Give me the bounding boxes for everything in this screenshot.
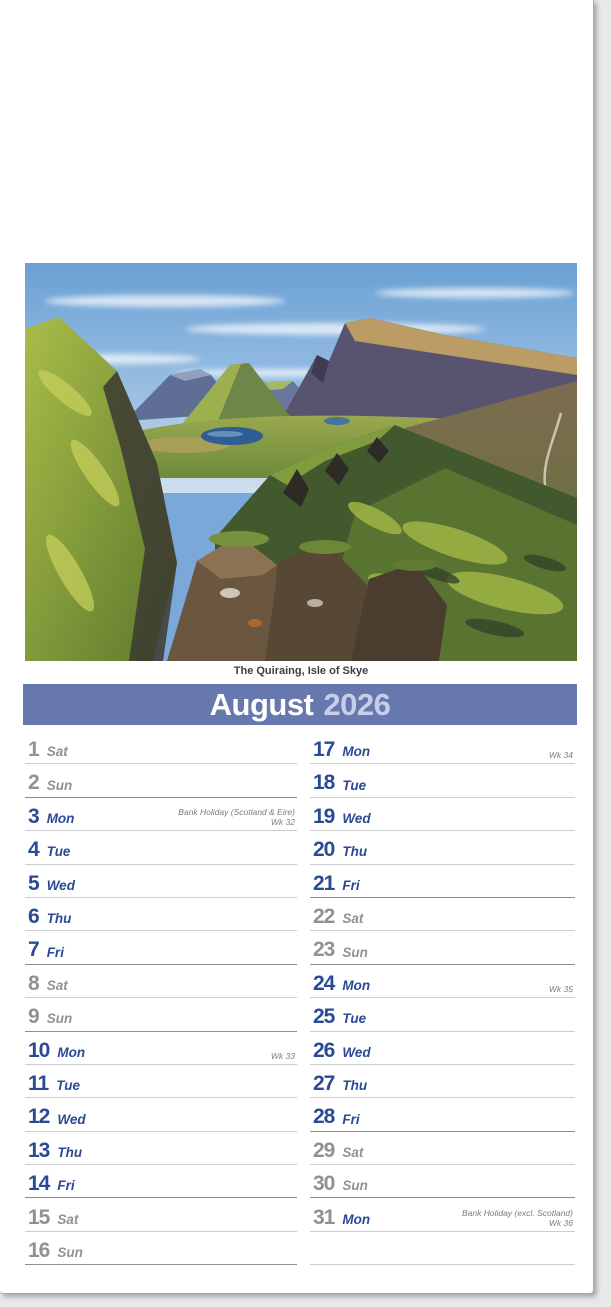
- note-line: Wk 35: [548, 984, 573, 995]
- day-number: 9: [28, 1005, 39, 1029]
- calendar-column-right: [310, 731, 575, 1265]
- day-of-week-label: Wed: [342, 1044, 371, 1060]
- day-of-week-label: Sun: [46, 1011, 73, 1027]
- day-number: 19: [313, 804, 335, 828]
- calendar-row: [25, 831, 297, 864]
- day-of-week-label: Sat: [46, 744, 68, 760]
- calendar-row: [310, 965, 575, 998]
- day-notes: [462, 1208, 573, 1228]
- day-of-week-label: Thu: [57, 1144, 83, 1160]
- day-of-week-label: Wed: [46, 877, 75, 893]
- day-number: 11: [28, 1071, 49, 1095]
- calendar-row: [310, 1198, 575, 1231]
- photo-caption: The Quiraing, Isle of Skye: [233, 665, 369, 677]
- note-line: Wk 36: [548, 1217, 573, 1228]
- day-of-week-label: Sun: [57, 1245, 83, 1261]
- day-number: 6: [28, 905, 39, 929]
- day-of-week-label: Tue: [56, 1078, 80, 1094]
- day-of-week-label: Fri: [57, 1178, 75, 1194]
- calendar-column-left: [25, 731, 297, 1265]
- calendar-row: [25, 998, 297, 1031]
- calendar-row: [310, 1065, 575, 1098]
- calendar-row: [25, 1065, 297, 1098]
- calendar-row: [25, 1132, 297, 1165]
- note-line: Bank Holiday (Scotland & Eire): [178, 807, 295, 818]
- calendar-row: [310, 1165, 575, 1198]
- note-line: Wk 34: [548, 750, 573, 761]
- day-number: 14: [28, 1172, 50, 1196]
- day-of-week-label: Fri: [342, 1111, 360, 1127]
- calendar-row: [25, 898, 297, 931]
- note-line: Wk 33: [270, 1050, 295, 1061]
- month-photograph: [25, 263, 577, 661]
- month-name: August: [209, 686, 314, 722]
- calendar-row: [25, 1198, 297, 1231]
- day-notes: [549, 984, 573, 994]
- calendar-row: [310, 1098, 575, 1131]
- day-of-week-label: Thu: [46, 911, 72, 927]
- note-line: Bank Holiday (excl. Scotland): [461, 1207, 573, 1218]
- day-number: 22: [313, 905, 335, 929]
- day-number: 26: [313, 1038, 335, 1062]
- day-number: 1: [28, 738, 39, 762]
- day-of-week-label: Sat: [342, 911, 364, 927]
- day-of-week-label: Mon: [57, 1044, 86, 1060]
- day-of-week-label: Tue: [342, 777, 367, 793]
- day-of-week-label: Wed: [57, 1111, 86, 1127]
- day-number: 5: [28, 871, 39, 895]
- day-number: 28: [313, 1105, 335, 1129]
- day-number: 7: [28, 938, 39, 962]
- day-of-week-label: Sun: [46, 777, 73, 793]
- calendar-row: [310, 764, 575, 797]
- year-number: 2026: [323, 686, 391, 722]
- day-number: 12: [28, 1105, 50, 1129]
- day-number: 24: [313, 971, 335, 995]
- day-number: 13: [28, 1138, 50, 1162]
- day-number: 2: [28, 771, 39, 795]
- day-number: 20: [313, 838, 335, 862]
- day-of-week-label: Sat: [46, 977, 68, 993]
- day-of-week-label: Thu: [342, 844, 368, 860]
- day-of-week-label: Sun: [342, 1178, 368, 1194]
- calendar-row: [310, 798, 575, 831]
- day-notes: [178, 807, 295, 827]
- day-notes: [549, 750, 573, 760]
- month-banner: [23, 684, 577, 725]
- day-notes: [271, 1051, 295, 1061]
- calendar-row: [25, 931, 297, 964]
- day-number: 8: [28, 971, 39, 995]
- calendar-row: [25, 798, 297, 831]
- day-number: 10: [28, 1038, 50, 1062]
- calendar-row: [25, 1032, 297, 1065]
- day-of-week-label: Tue: [46, 844, 71, 860]
- day-of-week-label: Mon: [342, 977, 371, 993]
- calendar-row: [25, 1098, 297, 1131]
- day-of-week-label: Fri: [46, 944, 64, 960]
- calendar-row: [310, 831, 575, 864]
- calendar-row-blank: [310, 1232, 575, 1265]
- day-number: 21: [313, 871, 335, 895]
- day-number: 18: [313, 771, 335, 795]
- calendar-row: [310, 865, 575, 898]
- day-number: 25: [313, 1005, 335, 1029]
- day-of-week-label: Sat: [57, 1211, 79, 1227]
- calendar-row: [25, 965, 297, 998]
- calendar-row: [310, 1132, 575, 1165]
- day-number: 30: [313, 1172, 335, 1196]
- calendar-row: [310, 1032, 575, 1065]
- day-of-week-label: Fri: [342, 877, 360, 893]
- day-number: 16: [28, 1238, 50, 1262]
- quiraing-landscape-illustration: [25, 263, 577, 661]
- calendar-row: [25, 865, 297, 898]
- day-number: 4: [28, 838, 39, 862]
- day-of-week-label: Tue: [342, 1011, 367, 1027]
- day-of-week-label: Mon: [342, 1211, 371, 1227]
- day-number: 29: [313, 1138, 335, 1162]
- calendar-row: [310, 998, 575, 1031]
- day-of-week-label: Thu: [342, 1078, 368, 1094]
- calendar-row: [25, 764, 297, 797]
- calendar-row: [25, 1165, 297, 1198]
- calendar-row: [25, 731, 297, 764]
- calendar-row: [310, 931, 575, 964]
- day-of-week-label: Sun: [342, 944, 368, 960]
- day-of-week-label: Sat: [342, 1144, 364, 1160]
- day-number: 31: [313, 1205, 335, 1229]
- calendar-row: [310, 731, 575, 764]
- note-line: Wk 32: [270, 817, 295, 828]
- day-number: 15: [28, 1205, 50, 1229]
- calendar-row: [25, 1232, 297, 1265]
- day-number: 27: [313, 1071, 335, 1095]
- day-number: 3: [28, 804, 39, 828]
- day-of-week-label: Mon: [46, 811, 75, 826]
- day-number: 23: [313, 938, 335, 962]
- day-number: 17: [313, 738, 335, 762]
- calendar-row: [310, 898, 575, 931]
- day-of-week-label: Wed: [342, 811, 371, 826]
- day-of-week-label: Mon: [342, 744, 371, 760]
